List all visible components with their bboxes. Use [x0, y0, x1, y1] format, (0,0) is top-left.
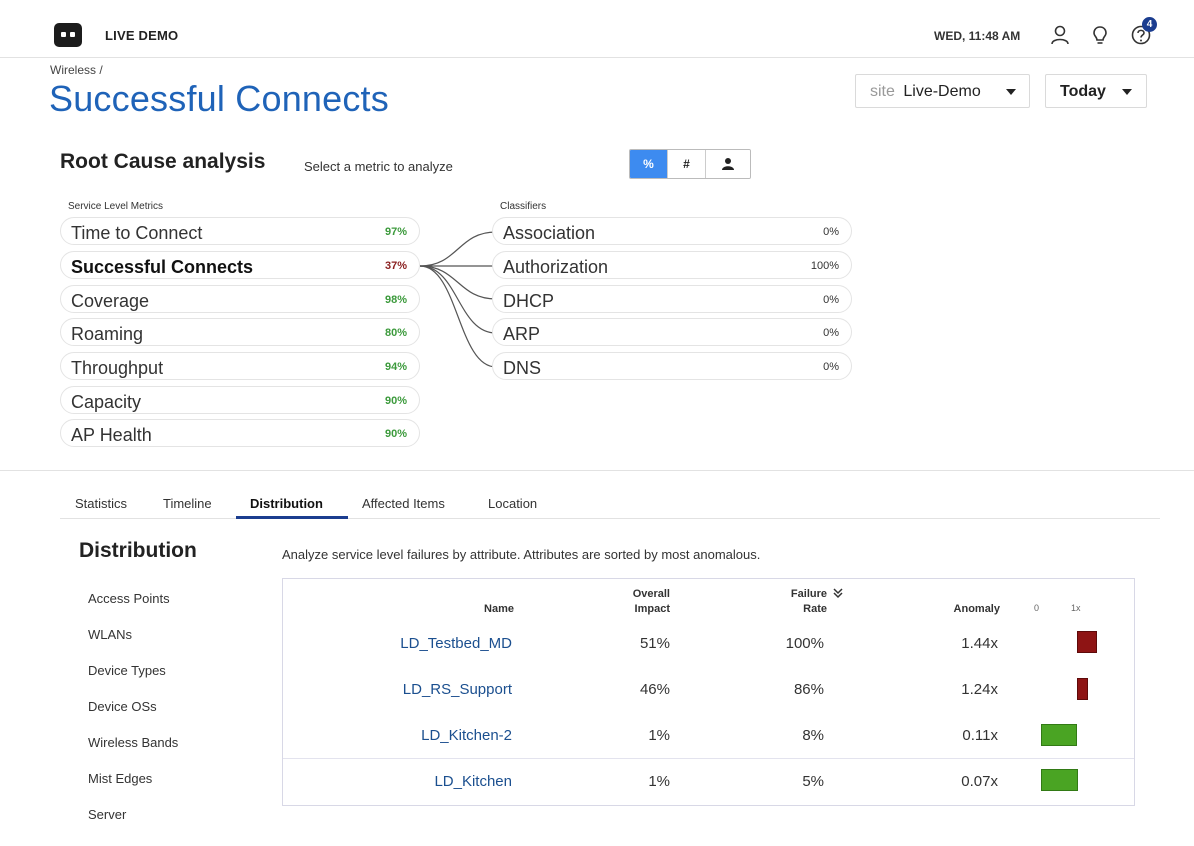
- clock: WED, 11:48 AM: [934, 29, 1021, 43]
- metric-roaming[interactable]: [60, 318, 420, 346]
- date-range-value: Today: [1060, 83, 1106, 100]
- row-anomaly: 1.24x: [961, 681, 998, 698]
- metric-name: AP Health: [71, 425, 152, 445]
- anomaly-scale-min: 0: [1034, 603, 1040, 613]
- row-failure-rate: 5%: [802, 773, 824, 790]
- breadcrumb[interactable]: Wireless /: [50, 63, 103, 77]
- column-header-anomaly[interactable]: Anomaly: [953, 603, 1000, 615]
- metric-value: 80%: [384, 327, 407, 339]
- metric-name: Successful Connects: [71, 257, 254, 277]
- metric-name: Throughput: [71, 358, 164, 378]
- classifier-value: 0%: [823, 226, 839, 238]
- column-header-name[interactable]: Name: [484, 603, 514, 615]
- logo-icon[interactable]: [54, 23, 82, 47]
- metric-successful-connects[interactable]: [60, 251, 420, 279]
- classifier-name: Association: [503, 223, 596, 243]
- column-header-failure-line2[interactable]: Rate: [803, 603, 827, 615]
- metric-value: 94%: [384, 361, 407, 373]
- app-title: LIVE DEMO: [105, 28, 179, 43]
- chevron-down-icon: [1122, 89, 1132, 95]
- date-range-selector[interactable]: [1045, 74, 1147, 108]
- metric-name: Time to Connect: [71, 223, 203, 243]
- metric-value: 90%: [384, 428, 407, 440]
- anomaly-bar: [1077, 631, 1097, 653]
- anomaly-bar: [1077, 678, 1088, 700]
- classifier-name: DHCP: [503, 291, 555, 311]
- metric-name: Capacity: [71, 392, 142, 412]
- metric-name: Coverage: [71, 291, 150, 311]
- classifier-authorization[interactable]: [492, 251, 852, 279]
- classifier-value: 0%: [823, 327, 839, 339]
- row-separator: [283, 758, 1134, 759]
- metric-ap-health[interactable]: [60, 419, 420, 447]
- row-anomaly: 1.44x: [961, 635, 998, 652]
- row-anomaly: 0.11x: [962, 727, 998, 744]
- metric-value: 98%: [384, 294, 407, 306]
- row-impact: 1%: [648, 773, 670, 790]
- tab-timeline[interactable]: Timeline: [163, 496, 212, 511]
- column-header-impact-line2[interactable]: Impact: [634, 603, 670, 615]
- tab-distribution[interactable]: Distribution: [250, 496, 323, 511]
- metric-value: 90%: [384, 395, 407, 407]
- metric-coverage[interactable]: [60, 285, 420, 313]
- row-failure-rate: 8%: [802, 727, 824, 744]
- page-title: Successful Connects: [49, 78, 389, 119]
- attribute-access-points[interactable]: Access Points: [88, 591, 170, 606]
- attribute-mist-edges[interactable]: Mist Edges: [88, 771, 153, 786]
- rca-subtitle: Select a metric to analyze: [304, 159, 453, 174]
- row-failure-rate: 86%: [793, 681, 824, 698]
- sort-descending-icon[interactable]: [832, 587, 844, 599]
- row-name-link[interactable]: LD_Kitchen-2: [421, 727, 512, 744]
- attribute-device-types[interactable]: Device Types: [88, 663, 166, 678]
- metric-value: 37%: [384, 260, 407, 272]
- tab-affected-items[interactable]: Affected Items: [362, 496, 445, 511]
- service-level-metrics-label: Service Level Metrics: [68, 201, 164, 212]
- row-name-link[interactable]: LD_Testbed_MD: [400, 635, 512, 652]
- person-icon: [721, 157, 735, 171]
- classifier-name: DNS: [503, 358, 542, 378]
- site-value: Live-Demo: [903, 83, 981, 100]
- site-prefix-label: site: [870, 83, 895, 100]
- row-name-link[interactable]: LD_Kitchen: [434, 773, 512, 790]
- row-anomaly: 0.07x: [961, 773, 998, 790]
- classifier-dhcp[interactable]: [492, 285, 852, 313]
- row-impact: 46%: [639, 681, 670, 698]
- user-icon[interactable]: [1049, 24, 1071, 46]
- chevron-down-icon: [1006, 89, 1016, 95]
- classifier-association[interactable]: [492, 217, 852, 245]
- row-failure-rate: 100%: [785, 635, 824, 652]
- attribute-server[interactable]: Server: [88, 807, 127, 822]
- site-selector[interactable]: [855, 74, 1030, 108]
- distribution-title: Distribution: [79, 539, 197, 562]
- count-toggle[interactable]: #: [668, 150, 706, 178]
- users-toggle[interactable]: [706, 150, 750, 178]
- anomaly-bar: [1041, 769, 1078, 791]
- row-impact: 1%: [648, 727, 670, 744]
- classifier-name: ARP: [503, 324, 541, 344]
- column-header-impact-line1[interactable]: Overall: [632, 588, 670, 600]
- classifier-arp[interactable]: [492, 318, 852, 346]
- classifier-name: Authorization: [503, 257, 609, 277]
- distribution-subtitle: Analyze service level failures by attribute. Attributes are sorted by most anomalous.: [282, 547, 761, 562]
- row-name-link[interactable]: LD_RS_Support: [402, 681, 512, 698]
- active-tab-indicator: [236, 516, 348, 519]
- tab-location[interactable]: Location: [488, 496, 538, 511]
- metric-time-to-connect[interactable]: [60, 217, 420, 245]
- metric-throughput[interactable]: [60, 352, 420, 380]
- tab-statistics[interactable]: Statistics: [75, 496, 128, 511]
- metric-capacity[interactable]: [60, 386, 420, 414]
- classifier-dns[interactable]: [492, 352, 852, 380]
- attribute-wireless-bands[interactable]: Wireless Bands: [88, 735, 179, 750]
- attribute-wlans[interactable]: WLANs: [88, 627, 133, 642]
- row-impact: 51%: [639, 635, 670, 652]
- rca-title: Root Cause analysis: [60, 150, 266, 173]
- attribute-device-oss[interactable]: Device OSs: [88, 699, 157, 714]
- top-bar: [0, 0, 1194, 58]
- metric-name: Roaming: [71, 324, 144, 344]
- metric-value: 97%: [384, 226, 407, 238]
- section-divider: [0, 470, 1194, 471]
- classifier-value: 0%: [823, 361, 839, 373]
- classifier-value: 0%: [823, 294, 839, 306]
- metric-unit-toggle: [629, 149, 751, 179]
- column-header-failure-line1[interactable]: Failure: [790, 588, 827, 600]
- percent-toggle[interactable]: %: [630, 150, 668, 178]
- classifier-value: 100%: [810, 260, 839, 272]
- classifier-connectors: [418, 222, 498, 382]
- classifiers-label: Classifiers: [500, 201, 547, 212]
- notification-badge: 4: [1142, 17, 1157, 32]
- anomaly-scale-max: 1x: [1071, 603, 1081, 613]
- tab-bar: [60, 487, 1160, 519]
- anomaly-bar: [1041, 724, 1077, 746]
- lightbulb-icon[interactable]: [1089, 24, 1111, 46]
